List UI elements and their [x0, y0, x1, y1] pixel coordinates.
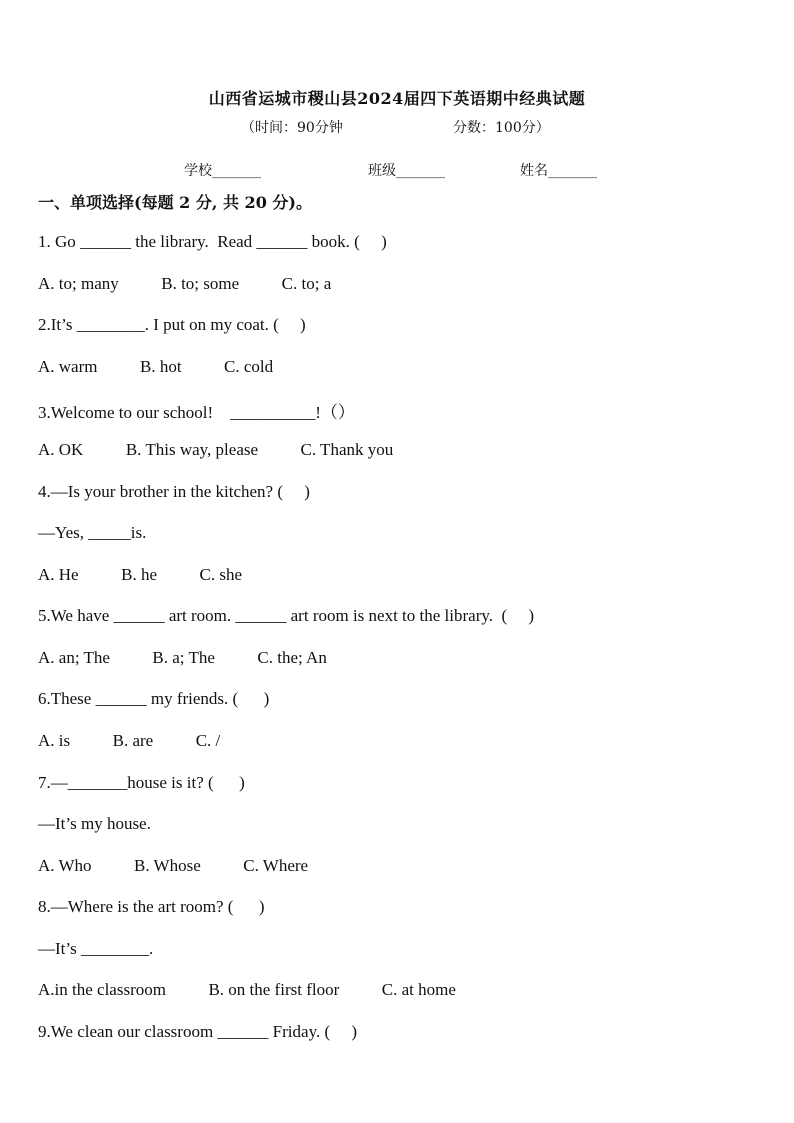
question-6: 6.These ______ my friends. ( )	[38, 689, 270, 708]
exam-time: （时间：90分钟	[241, 120, 343, 136]
page-title: 山西省运城市稷山县2024届四下英语期中经典试题	[208, 89, 586, 108]
question-5-options: A. an; The B. a; The C. the; An	[38, 648, 327, 667]
question-4: 4.—Is your brother in the kitchen? ( )	[38, 482, 310, 501]
question-7-options: A. Who B. Whose C. Where	[38, 856, 309, 875]
question-7-answer-line: —It’s my house.	[38, 814, 151, 833]
question-1-options: A. to; many B. to; some C. to; a	[38, 274, 332, 293]
question-8: 8.—Where is the art room? ( )	[38, 897, 265, 916]
question-7: 7.—_______house is it? ( )	[38, 773, 245, 792]
question-8-answer-line: —It’s ________.	[38, 939, 154, 958]
question-6-options: A. is B. are C. /	[38, 731, 221, 750]
class-field: 班级_______	[368, 163, 445, 179]
question-3-options: A. OK B. This way, please C. Thank you	[38, 440, 394, 459]
name-field: 姓名_______	[520, 163, 597, 179]
exam-score: 分数：100分）	[453, 120, 550, 136]
question-2-options: A. warm B. hot C. cold	[38, 357, 274, 376]
question-2: 2.It’s ________. I put on my coat. ( )	[38, 315, 306, 334]
question-4-options: A. He B. he C. she	[38, 565, 242, 584]
school-field: 学校_______	[184, 163, 261, 179]
question-3: 3.Welcome to our school! __________!（）	[38, 403, 355, 422]
question-4-answer-line: —Yes, _____is.	[38, 523, 147, 542]
question-1: 1. Go ______ the library. Read ______ book. ( )	[38, 232, 387, 251]
question-9: 9.We clean our classroom ______ Friday. ( )	[38, 1022, 358, 1041]
section-title: 一、单项选择(每题 2 分, 共 20 分)。	[38, 193, 312, 212]
question-8-options: A.in the classroom B. on the first floor C. at home	[38, 980, 456, 999]
question-5: 5.We have ______ art room. ______ art room is next to the library. ( )	[38, 606, 535, 625]
